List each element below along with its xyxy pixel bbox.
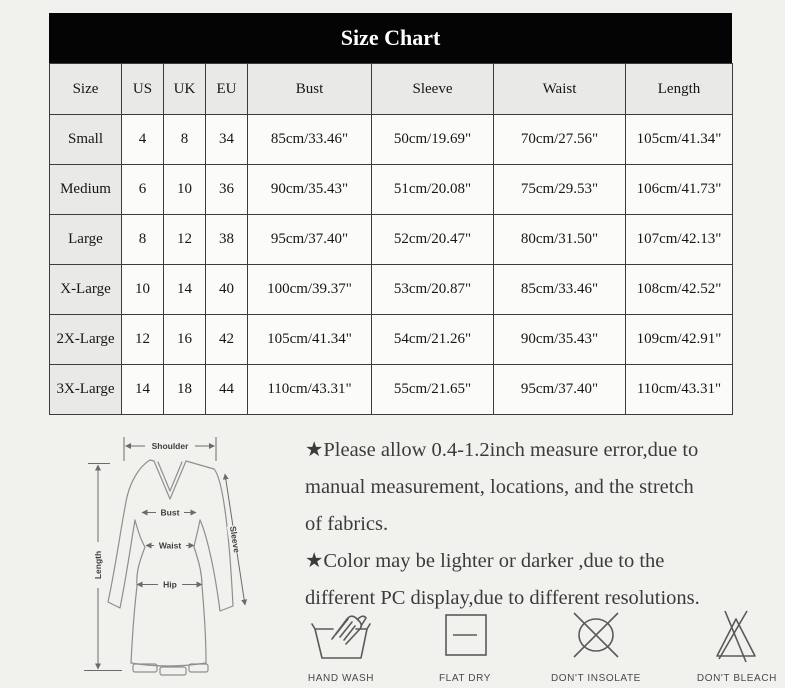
- column-header: Length: [626, 64, 733, 115]
- table-cell: 85cm/33.46": [248, 115, 372, 165]
- table-cell: 40: [206, 265, 248, 315]
- table-cell: 90cm/35.43": [248, 165, 372, 215]
- size-label-cell: Large: [50, 215, 122, 265]
- table-cell: 10: [164, 165, 206, 215]
- table-row: [50, 165, 733, 215]
- table-cell: 80cm/31.50": [494, 215, 626, 265]
- note-line: ★Color may be lighter or darker ,due to the: [305, 550, 665, 572]
- sleeve-label: Sleeve: [227, 525, 243, 554]
- table-cell: 38: [206, 215, 248, 265]
- table-cell: 106cm/41.73": [626, 165, 733, 215]
- care-item-hand-wash: [303, 606, 379, 684]
- table-cell: 36: [206, 165, 248, 215]
- dress-measurement-diagram: [76, 425, 316, 687]
- table-cell: 109cm/42.91": [626, 315, 733, 365]
- table-cell: 18: [164, 365, 206, 415]
- table-cell: 12: [164, 215, 206, 265]
- note-line: of fabrics.: [305, 513, 389, 535]
- table-cell: 110cm/43.31": [248, 365, 372, 415]
- care-label: HAND WASH: [307, 673, 375, 684]
- table-cell: 107cm/42.13": [626, 215, 733, 265]
- table-cell: 6: [122, 165, 164, 215]
- table-cell: 105cm/41.34": [248, 315, 372, 365]
- column-header: Size: [50, 64, 122, 115]
- length-label: Length: [93, 550, 103, 580]
- table-cell: 14: [164, 265, 206, 315]
- dress-hem-segment: [160, 667, 186, 675]
- size-table: [49, 63, 733, 415]
- table-cell: 90cm/35.43": [494, 315, 626, 365]
- dont-insolate-icon: [561, 606, 631, 664]
- table-row: [50, 365, 733, 415]
- dress-left-body: [131, 520, 145, 663]
- table-row: [50, 265, 733, 315]
- column-header: UK: [164, 64, 206, 115]
- waist-label: Waist: [158, 540, 182, 551]
- table-cell: 16: [164, 315, 206, 365]
- table-cell: 105cm/41.34": [626, 115, 733, 165]
- care-item-dont-insolate: [551, 606, 641, 684]
- care-label: DON'T BLEACH: [696, 673, 777, 684]
- table-cell: 110cm/43.31": [626, 365, 733, 415]
- table-cell: 53cm/20.87": [372, 265, 494, 315]
- table-cell: 52cm/20.47": [372, 215, 494, 265]
- dress-left-sleeve: [108, 460, 150, 608]
- care-item-flat-dry: [435, 606, 495, 684]
- dress-collar-inner: [158, 462, 182, 491]
- table-cell: 50cm/19.69": [372, 115, 494, 165]
- note-line: ★Please allow 0.4-1.2inch measure error,due to: [305, 439, 699, 461]
- dress-right-body: [194, 520, 206, 663]
- bust-label: Bust: [160, 507, 180, 518]
- table-cell: 8: [122, 215, 164, 265]
- note-line: different PC display,due to different resolutions.: [305, 587, 700, 609]
- column-header: US: [122, 64, 164, 115]
- table-cell: 12: [122, 315, 164, 365]
- size-table-body: [50, 115, 733, 415]
- size-table-head-row: [50, 64, 733, 115]
- table-cell: 34: [206, 115, 248, 165]
- table-cell: 100cm/39.37": [248, 265, 372, 315]
- size-label-cell: 2X-Large: [50, 315, 122, 365]
- hand-wash-icon: [303, 606, 379, 664]
- table-cell: 55cm/21.65": [372, 365, 494, 415]
- table-cell: 4: [122, 115, 164, 165]
- table-cell: 42: [206, 315, 248, 365]
- table-cell: 54cm/21.26": [372, 315, 494, 365]
- column-header: Waist: [494, 64, 626, 115]
- size-label-cell: X-Large: [50, 265, 122, 315]
- shoulder-label: Shoulder: [151, 441, 189, 451]
- note-line: manual measurement, locations, and the stretch: [305, 476, 694, 498]
- flat-dry-icon: [435, 606, 495, 664]
- care-label: FLAT DRY: [438, 673, 491, 684]
- care-instructions-row: [303, 606, 777, 684]
- table-cell: 95cm/37.40": [248, 215, 372, 265]
- size-chart-title-text: Size Chart: [340, 25, 441, 50]
- hip-label: Hip: [163, 579, 177, 590]
- table-cell: 70cm/27.56": [494, 115, 626, 165]
- table-row: [50, 215, 733, 265]
- table-row: [50, 315, 733, 365]
- size-chart-title: [49, 13, 732, 63]
- table-cell: 10: [122, 265, 164, 315]
- table-row: [50, 115, 733, 165]
- table-cell: 75cm/29.53": [494, 165, 626, 215]
- column-header: EU: [206, 64, 248, 115]
- dont-bleach-icon: [705, 606, 769, 664]
- size-label-cell: Medium: [50, 165, 122, 215]
- table-cell: 108cm/42.52": [626, 265, 733, 315]
- measurement-notes: [305, 432, 783, 617]
- column-header: Bust: [248, 64, 372, 115]
- care-item-dont-bleach: [697, 606, 777, 684]
- dress-right-sleeve: [200, 469, 233, 611]
- table-cell: 51cm/20.08": [372, 165, 494, 215]
- size-label-cell: 3X-Large: [50, 365, 122, 415]
- table-cell: 85cm/33.46": [494, 265, 626, 315]
- table-cell: 44: [206, 365, 248, 415]
- table-cell: 95cm/37.40": [494, 365, 626, 415]
- size-label-cell: Small: [50, 115, 122, 165]
- table-cell: 14: [122, 365, 164, 415]
- table-cell: 8: [164, 115, 206, 165]
- column-header: Sleeve: [372, 64, 494, 115]
- care-label: DON'T INSOLATE: [550, 673, 641, 684]
